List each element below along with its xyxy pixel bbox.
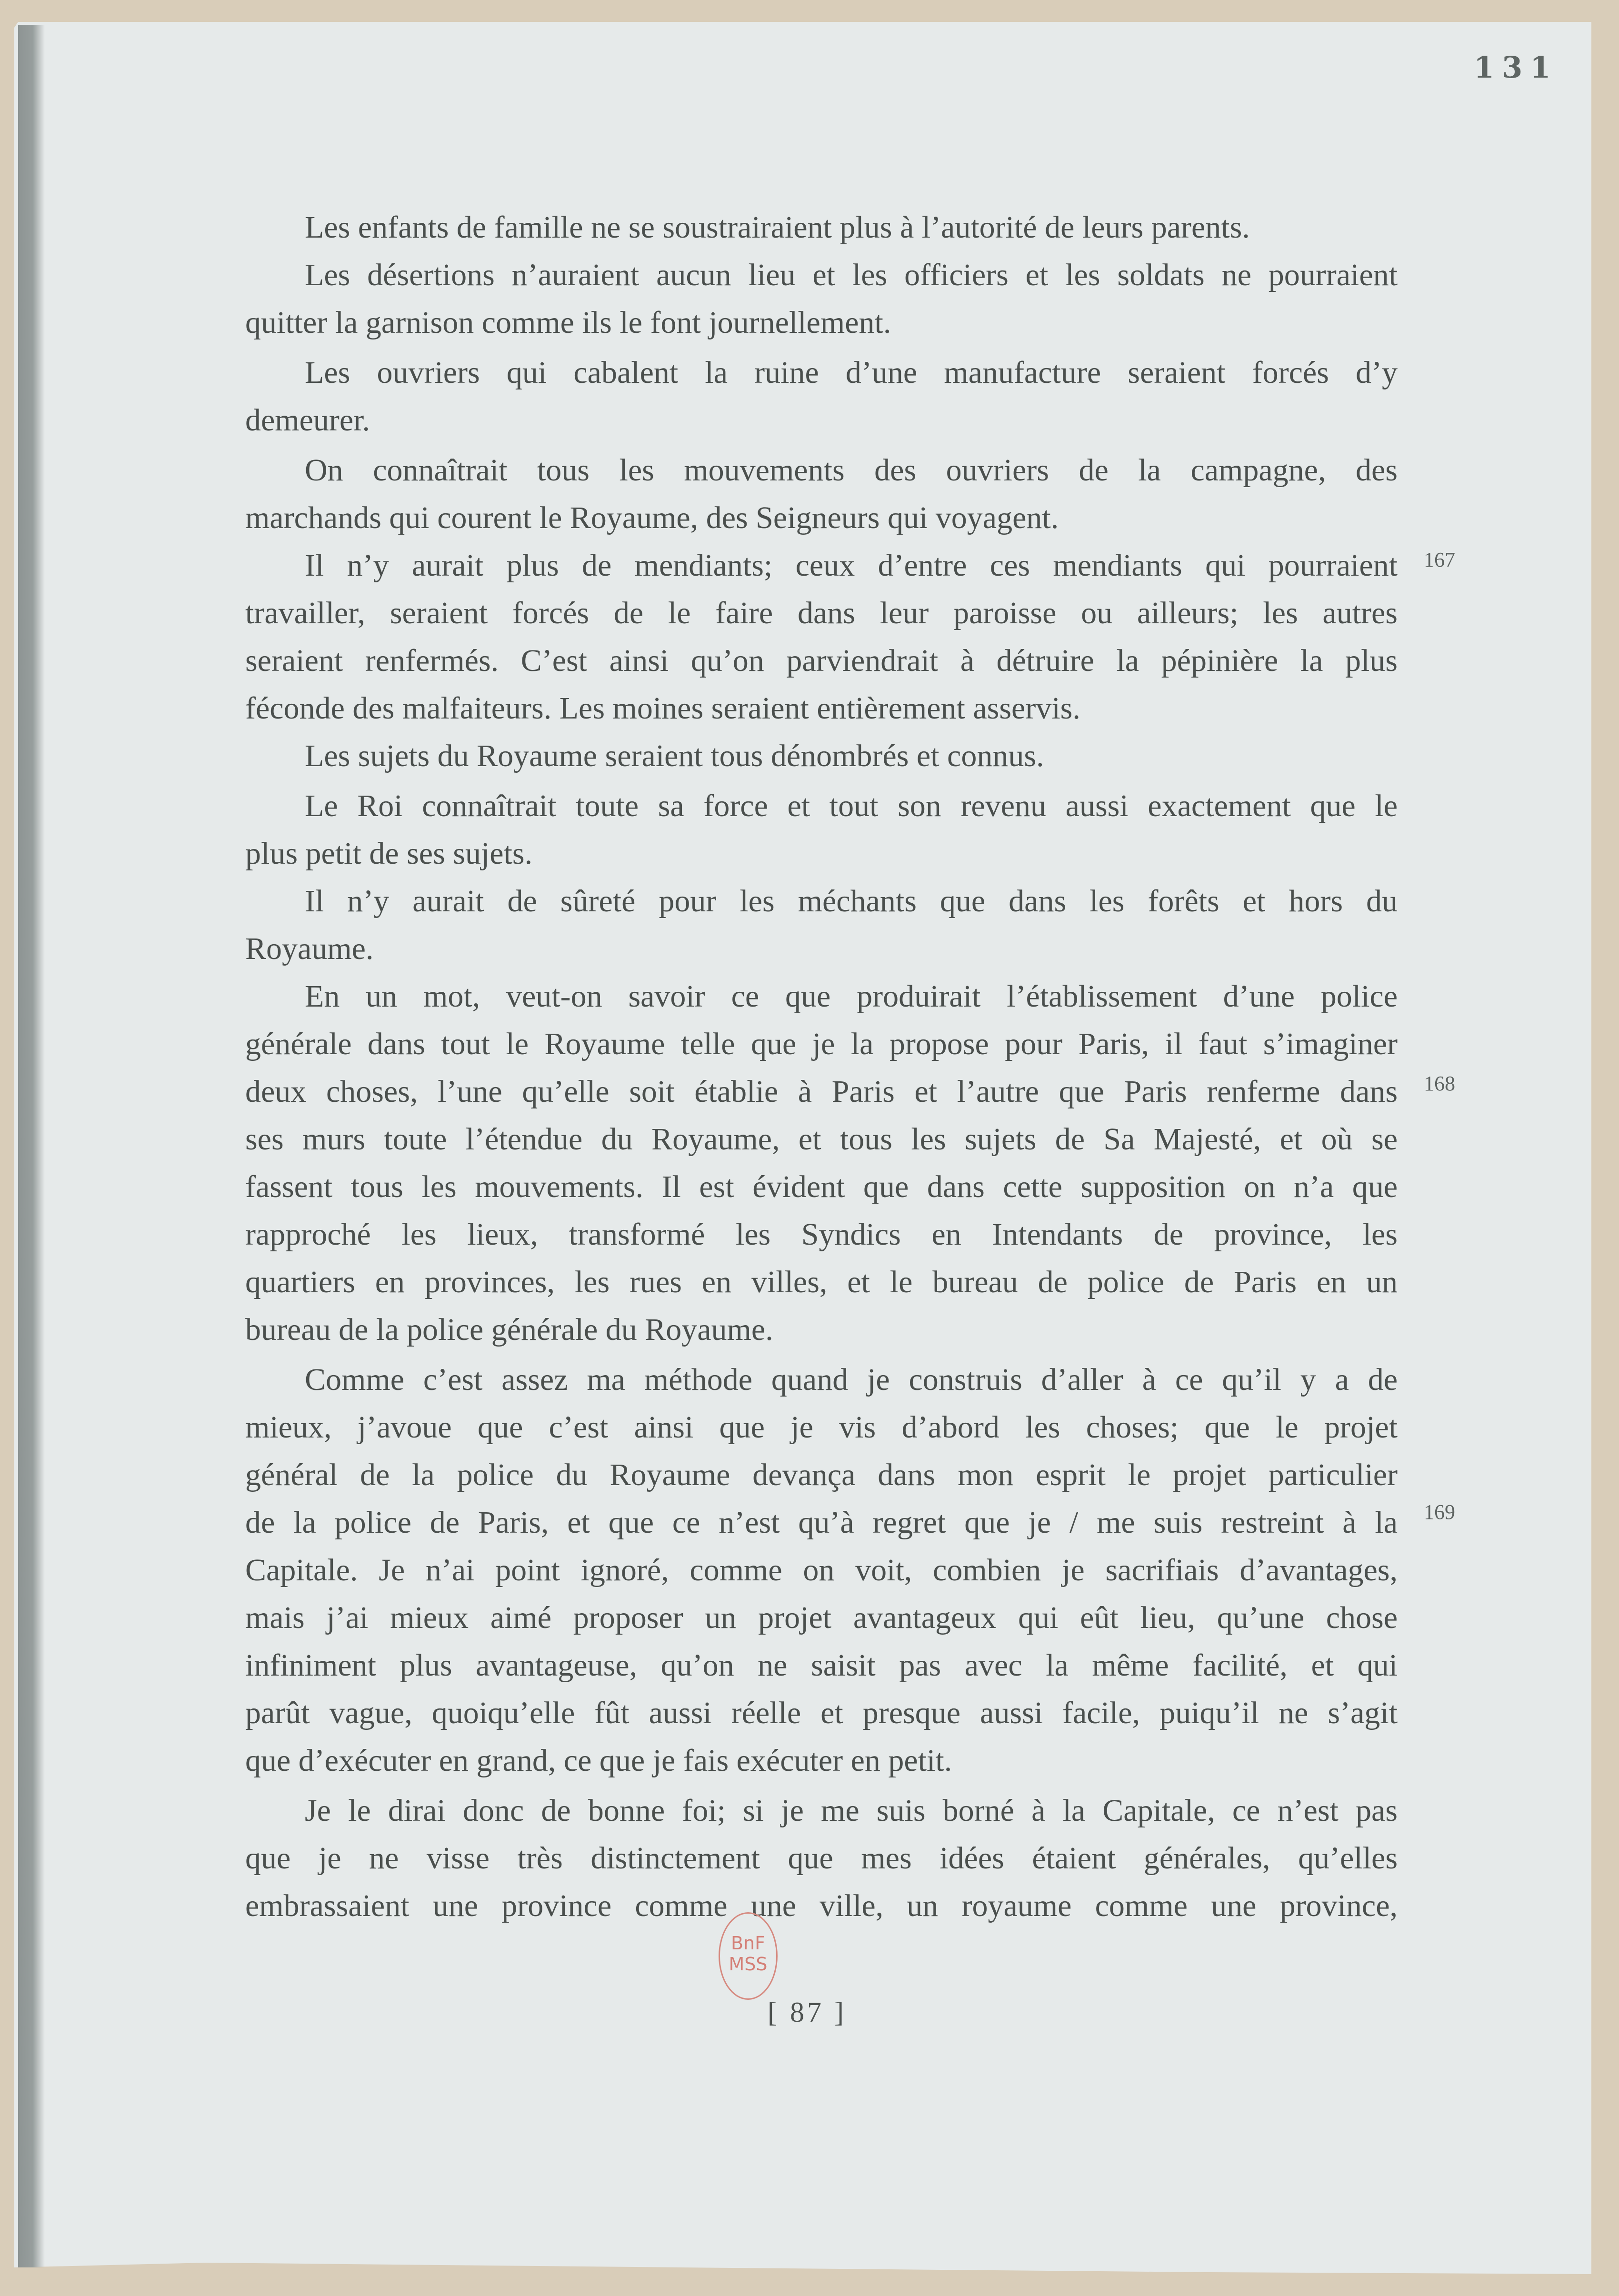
text-line: Il n’y aurait de sûreté pour les méchants que dans les forêts et hors du (305, 884, 1398, 918)
page-number: [ 87 ] (768, 1997, 847, 2028)
text-line: parût vague, quoiqu’elle fût aussi réelle et presque aussi facile, puiqu’il ne s’agit (245, 1696, 1398, 1730)
text-line: fassent tous les mouvements. Il est évident que dans cette supposition on n’a que (245, 1169, 1398, 1204)
text-line: que d’exécuter en grand, ce que je fais exécuter en petit. (245, 1743, 952, 1778)
text-line: En un mot, veut-on savoir ce que produirait l’établissement d’une police (305, 979, 1398, 1014)
text-line: Les désertions n’auraient aucun lieu et les officiers et les soldats ne pourraient (305, 258, 1398, 292)
text-line: embrassaient une province comme une ville, un royaume comme une province, (245, 1888, 1398, 1923)
text-line: féconde des malfaiteurs. Les moines seraient entièrement asservis. (245, 691, 1080, 726)
text-line: rapproché les lieux, transformé les Syndics en Intendants de province, les (245, 1217, 1398, 1252)
text-line: plus petit de ses sujets. (245, 836, 533, 871)
text-line: quitter la garnison comme ils le font journellement. (245, 305, 891, 340)
text-line: de la police de Paris, et que ce n’est qu’à regret que je / me suis restreint à la (245, 1505, 1398, 1540)
stamp-line: MSS (729, 1954, 768, 1975)
text-line: général de la police du Royaume devança dans mon esprit le projet particulier (245, 1457, 1398, 1492)
text-line: deux choses, l’une qu’elle soit établie à Paris et l’autre que Paris renferme dans (245, 1074, 1398, 1109)
text-line: marchands qui courent le Royaume, des Seigneurs qui voyagent. (245, 500, 1059, 535)
scan-edge-shadow (18, 25, 45, 2267)
text-line: ses murs toute l’étendue du Royaume, et tous les sujets de Sa Majesté, et où se (245, 1122, 1398, 1157)
text-line: travailler, seraient forcés de le faire dans leur paroisse ou ailleurs; les autres (245, 596, 1398, 630)
text-line: bureau de la police générale du Royaume. (245, 1312, 773, 1347)
margin-line-number: 167 (1424, 548, 1455, 571)
text-line: Je le dirai donc de bonne foi; si je me suis borné à la Capitale, ce n’est pas (305, 1793, 1398, 1828)
margin-line-number: 168 (1424, 1072, 1455, 1095)
text-line: seraient renfermés. C’est ainsi qu’on parviendrait à détruire la pépinière la plus (245, 643, 1398, 678)
text-line: Royaume. (245, 931, 374, 966)
text-line: Les enfants de famille ne se soustrairaient plus à l’autorité de leurs parents. (305, 210, 1250, 245)
text-line: que je ne visse très distinctement que mes idées étaient générales, qu’elles (245, 1841, 1398, 1876)
text-line: quartiers en provinces, les rues en villes, et le bureau de police de Paris en un (245, 1265, 1398, 1299)
text-line: mais j’ai mieux aimé proposer un projet avantageux qui eût lieu, qu’une chose (245, 1600, 1398, 1635)
text-line: générale dans tout le Royaume telle que je la propose pour Paris, il faut s’imaginer (245, 1027, 1398, 1061)
text-line: Il n’y aurait plus de mendiants; ceux d’entre ces mendiants qui pourraient (305, 548, 1398, 583)
text-line: On connaîtrait tous les mouvements des ouvriers de la campagne, des (305, 453, 1398, 488)
text-line: Comme c’est assez ma méthode quand je construis d’aller à ce qu’il y a de (305, 1362, 1398, 1397)
library-stamp (719, 1912, 778, 2000)
stamp-line: BnF (730, 1933, 765, 1954)
text-line: Les ouvriers qui cabalent la ruine d’une manufacture seraient forcés d’y (305, 355, 1398, 390)
text-line: Capitale. Je n’ai point ignoré, comme on voit, combien je sacrifiais d’avantages, (245, 1553, 1398, 1587)
text-line: infiniment plus avantageuse, qu’on ne saisit pas avec la même facilité, et qui (245, 1648, 1398, 1683)
text-line: demeurer. (245, 403, 370, 438)
margin-line-number: 169 (1424, 1500, 1455, 1524)
folio-number: 131 (1474, 50, 1559, 85)
text-line: Les sujets du Royaume seraient tous dénombrés et connus. (305, 739, 1044, 773)
text-line: mieux, j’avoue que c’est ainsi que je vis d’abord les choses; que le projet (245, 1410, 1398, 1445)
text-line: Le Roi connaîtrait toute sa force et tout son revenu aussi exactement que le (305, 789, 1398, 823)
